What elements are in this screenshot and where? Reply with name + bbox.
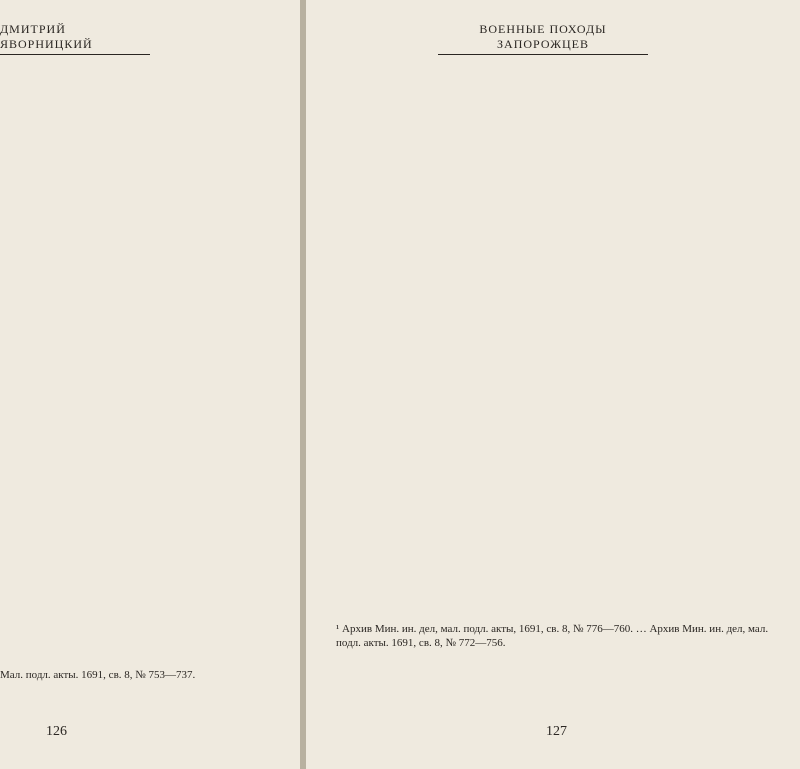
left-page-number: 126 — [46, 724, 67, 739]
left-footnote: Мал. подл. акты. 1691, св. 8, № 753—737. — [0, 669, 196, 681]
right-running-head: ВОЕННЫЕ ПОХОДЫ ЗАПОРОЖЦЕВ — [438, 22, 648, 55]
right-page — [306, 0, 800, 769]
right-page-number: 127 — [546, 724, 567, 739]
left-page — [0, 0, 300, 769]
right-footnote: ¹ Архив Мин. ин. дел, мал. подл. акты, 1691, св. 8, № 776—760. … Архив Мин. ин. дел, мал. подл. акты. 1691, св. 8, № 772—756. — [336, 623, 769, 649]
left-running-head: ДМИТРИЙ ЯВОРНИЦКИЙ — [0, 22, 150, 55]
